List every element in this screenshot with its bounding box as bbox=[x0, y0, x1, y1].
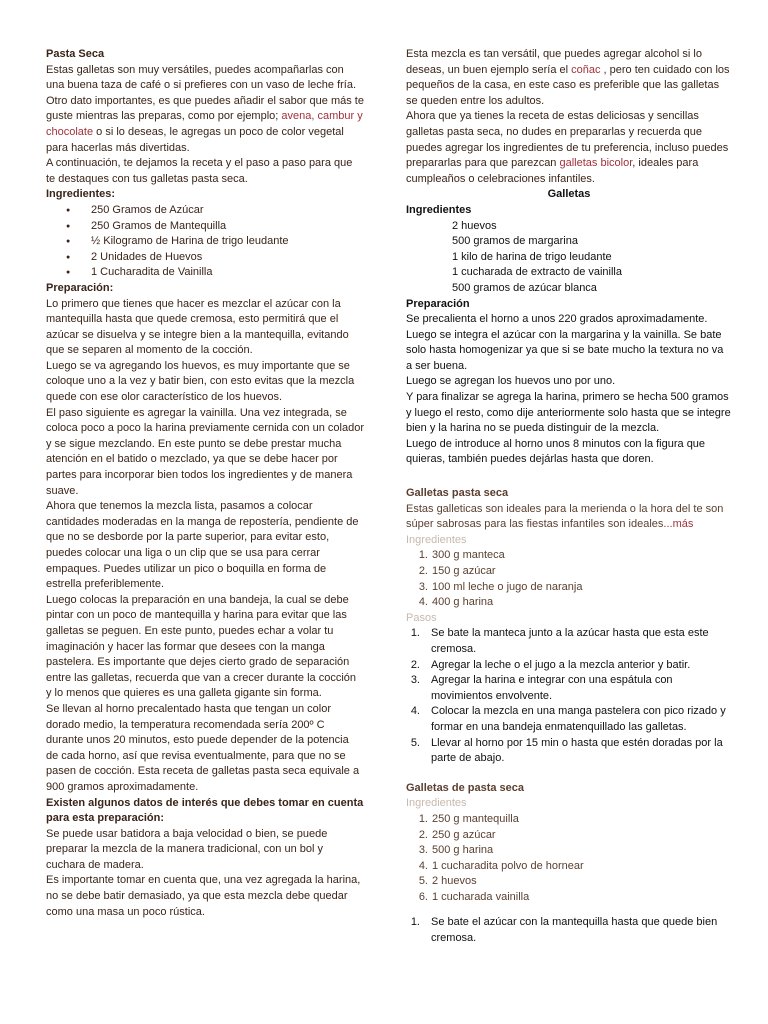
preparation-line: Se precalienta el horno a unos 220 grados aproximadamente. bbox=[406, 313, 708, 326]
list-item bbox=[406, 843, 732, 859]
description-text: Estas galleticas son ideales para la merienda o la hora del te son súper sabrosas para las fiestas infantiles son ideales bbox=[406, 502, 724, 531]
item-text: 250 g azúcar bbox=[432, 828, 496, 841]
item-text: 100 ml leche o jugo de naranja bbox=[432, 580, 583, 593]
steps-list bbox=[406, 915, 732, 946]
preparation-paragraph: Se llevan al horno precalentado hasta que tengan un color dorado medio, la temperatura recomendada sería 200º C durante unos 20 minutos, esto puede depender de la potencia de cada horno, así que revisa eventualmente, para que no se pasen de cocción. Esta receta de galletas pasta seca equivale a 900 gramos aproximadamente. bbox=[46, 702, 360, 793]
step-text: Colocar la mezcla en una manga pastelera con pico rizado y formar en una bandeja enmatenquillado las galletas. bbox=[431, 705, 726, 733]
list-item: ● 2 Unidades de Huevos bbox=[46, 250, 364, 266]
list-item bbox=[406, 736, 732, 767]
step-text: Llevar al horno por 15 min o hasta que estén doradas por la parte de abajo. bbox=[431, 736, 723, 765]
item-number: 3. bbox=[418, 580, 428, 593]
intro-paragraph bbox=[46, 63, 364, 157]
list-item: 500 gramos de margarina bbox=[452, 235, 578, 248]
tips-heading: Existen algunos datos de interés que debes tomar en cuenta para esta preparación: bbox=[46, 796, 364, 825]
list-item bbox=[406, 890, 732, 906]
list-item bbox=[406, 595, 732, 611]
tips-paragraph: Se puede usar batidora a baja velocidad o bien, se puede preparar la mezcla de la manera tradicional, con un bol y cuchara de madera. bbox=[46, 827, 328, 871]
steps-heading: Pasos bbox=[406, 611, 437, 624]
item-number: 1. bbox=[418, 549, 428, 562]
step-number: 5. bbox=[410, 736, 420, 749]
list-item bbox=[406, 828, 732, 844]
list-item bbox=[406, 564, 732, 580]
list-item: 500 gramos de azúcar blanca bbox=[452, 281, 597, 294]
preparation-paragraph: Lo primero que tienes que hacer es mezclar el azúcar con la mantequilla hasta que quede cremosa, esto permitirá que el azúcar se disuelva y se integre bien a la mantequilla, evitando que se separen al momento de la cocción. bbox=[46, 297, 349, 357]
cognac-link[interactable]: coñac bbox=[571, 63, 601, 76]
list-item: 1 cucharada de extracto de vainilla bbox=[452, 266, 622, 279]
ingredients-list bbox=[406, 812, 732, 906]
preparation-paragraph: Luego se va agregando los huevos, es muy importante que se coloque uno a la vez y batir bien, con esto evitas que la mezcla quede con ese olor característico de los huevos. bbox=[46, 359, 355, 404]
preparation-paragraph: Luego colocas la preparación en una bandeja, la cual se debe pintar con un poco de mantequilla y harina para evitar que las galletas se peguen. En este punto, puedes echar a volar tu imaginación y hacer las formar que desees con la manga pastelera. Es importante que dejes cierto grado de separación entre las galletas, recuerda que van a crecer durante la cocción y lo menos que quieres es una galleta gigante sin forma. bbox=[46, 593, 357, 700]
alcohol-paragraph bbox=[406, 47, 732, 109]
list-item bbox=[406, 859, 732, 875]
item-number: 3. bbox=[418, 844, 428, 857]
recipe-galletas bbox=[406, 187, 732, 468]
left-column bbox=[46, 47, 364, 920]
item-text: 400 g harina bbox=[432, 596, 494, 609]
list-item bbox=[406, 580, 732, 596]
recipe-description bbox=[406, 502, 732, 533]
step-number: 2. bbox=[410, 658, 420, 671]
step-number: 1. bbox=[410, 627, 420, 640]
recipe-title: Galletas pasta seca bbox=[406, 487, 509, 500]
item-number: 2. bbox=[418, 828, 428, 841]
step-text: Agregar la harina e integrar con una espátula con movimientos envolvente. bbox=[431, 674, 673, 702]
closing-paragraph bbox=[406, 109, 732, 187]
list-item bbox=[406, 874, 732, 890]
item-text: 300 g manteca bbox=[432, 549, 505, 562]
recipe-galletas-pasta-seca bbox=[406, 486, 732, 767]
steps-list bbox=[406, 626, 732, 766]
item-text: 250 g mantequilla bbox=[432, 812, 519, 825]
list-item bbox=[406, 673, 732, 704]
recipe-title: Galletas bbox=[547, 188, 591, 201]
item-text: 150 g azúcar bbox=[432, 565, 496, 577]
step-number: 1. bbox=[410, 916, 420, 929]
preparation-heading: Preparación bbox=[406, 297, 470, 310]
ingredients-heading: Ingredientes bbox=[406, 203, 472, 216]
closing-text: Ahora que ya tienes la receta de estas deliciosas y sencillas galletas pasta seca, no dudes en prepararlas y recuerda que puedes agregar los ingredientes de tu preferencia, incluso puedes prepararlas para que parezcan bbox=[406, 110, 729, 170]
list-item bbox=[406, 548, 732, 564]
list-item: 2 huevos bbox=[452, 219, 497, 232]
list-item bbox=[406, 658, 732, 674]
preparation-line: Y para finalizar se agrega la harina, primero se hecha 500 gramos y luego el resto, como dije anteriormente solo hasta que se integre bien y la harina no se pueda distinguir de la mezcla. bbox=[406, 391, 731, 435]
preparation-heading: Preparación: bbox=[46, 281, 114, 294]
item-text: 1 cucharada vainilla bbox=[432, 890, 530, 903]
alcohol-text: Esta mezcla es tan versátil, que puedes agregar alcohol si lo deseas, un buen ejemplo sería el bbox=[406, 48, 702, 76]
step-text: Se bate la manteca junto a la azúcar hasta que esta este cremosa. bbox=[431, 627, 709, 655]
right-column bbox=[406, 47, 732, 947]
list-item bbox=[406, 626, 732, 657]
list-item: ● 250 Gramos de Azúcar bbox=[46, 203, 364, 219]
ingredients-heading: Ingredientes bbox=[406, 533, 467, 546]
closing-text-end: , ideales para cumpleaños o celebraciones infantiles. bbox=[406, 157, 699, 185]
step-number: 3. bbox=[410, 674, 420, 687]
preparation-paragraph: El paso siguiente es agregar la vainilla. Una vez integrada, se coloca poco a poco la harina previamente cernida con un colador y se sigue mezclando. En este punto se debe prestar mucha atención en el batido o mezclado, ya que se debe hacer por partes para incorporar bien todos los ingredientes y de manera suave. bbox=[46, 406, 364, 497]
item-number: 6. bbox=[418, 890, 428, 903]
intro-text-end: o si lo deseas, le agregas un poco de color vegetal para hacerlas más divertidas. bbox=[46, 125, 344, 154]
intro-paragraph-2: A continuación, te dejamos la receta y el paso a paso para que te destaques con tus galletas pasta seca. bbox=[46, 157, 353, 185]
alcohol-text-end: , pero ten cuidado con los pequeños de la casa, en este caso es preferible que las galletas se queden entre los adultos. bbox=[406, 63, 730, 107]
ingredients-heading: Ingredientes: bbox=[46, 188, 116, 201]
list-item: 1 kilo de harina de trigo leudante bbox=[452, 250, 612, 263]
item-text: 1 cucharadita polvo de hornear bbox=[432, 859, 584, 872]
ingredients-list bbox=[406, 548, 732, 610]
recipe-title: Galletas de pasta seca bbox=[406, 781, 525, 794]
list-item: ● 250 Gramos de Mantequilla bbox=[46, 219, 364, 235]
list-item: ● ½ Kilogramo de Harina de trigo leudante bbox=[46, 234, 364, 250]
flavor-links[interactable]: avena, cambur y chocolate bbox=[46, 110, 363, 138]
item-text: 2 huevos bbox=[432, 875, 477, 888]
ingredients-heading: Ingredientes bbox=[406, 797, 467, 810]
preparation-line: Luego se agregan los huevos uno por uno. bbox=[406, 375, 616, 388]
item-number: 4. bbox=[418, 859, 428, 872]
recipe-title: Pasta Seca bbox=[46, 48, 105, 60]
more-link[interactable]: ...más bbox=[663, 518, 694, 531]
intro-text: Estas galletas son muy versátiles, puedes acompañarlas con una buena taza de café o si prefieres con un vaso de leche fría. Otro dato importantes, es que puedes añadir el sabor que más te guste mientras las preparas, como por ejemplo; bbox=[46, 63, 364, 123]
ingredients-list bbox=[46, 203, 364, 281]
ingredients-list bbox=[406, 219, 732, 297]
list-item bbox=[406, 812, 732, 828]
item-number: 5. bbox=[418, 875, 428, 888]
step-text: Agregar la leche o el jugo a la mezcla anterior y batir. bbox=[431, 658, 691, 671]
preparation-line: Luego de introduce al horno unos 8 minutos con la figura que quieras, también puedes dejárlas hasta que doren. bbox=[406, 437, 706, 466]
list-item: ● 1 Cucharadita de Vainilla bbox=[46, 265, 364, 281]
step-number: 4. bbox=[410, 705, 420, 718]
recipe-galletas-de-pasta-seca bbox=[406, 781, 732, 947]
bicolor-link[interactable]: galletas bicolor bbox=[559, 157, 633, 170]
preparation-paragraph: Ahora que tenemos la mezcla lista, pasamos a colocar cantidades moderadas en la manga de repostería, pendiente de que no se desborde por la parte superior, para evitar esto, puedes colocar una liga o un clip que se usa para cerrar empaques. Puedes utilizar un pico o boquilla en forma de estrella preferiblemente. bbox=[46, 500, 359, 591]
list-item bbox=[406, 915, 732, 946]
item-number: 4. bbox=[418, 596, 428, 609]
list-item bbox=[406, 704, 732, 735]
item-text: 500 g harina bbox=[432, 844, 494, 857]
item-number: 1. bbox=[418, 812, 428, 825]
item-number: 2. bbox=[418, 565, 428, 577]
tips-paragraph: Es importante tomar en cuenta que, una vez agregada la harina, no se debe batir demasiado, ya que esta mezcla debe quedar como una masa un poco rústica. bbox=[46, 874, 361, 918]
preparation-line: Luego se integra el azúcar con la margarina y la vainilla. Se bate solo hasta homogenizar ya que si se bate mucho la textura no va a ser buena. bbox=[406, 328, 724, 372]
step-text: Se bate el azúcar con la mantequilla hasta que quede bien cremosa. bbox=[431, 916, 718, 945]
